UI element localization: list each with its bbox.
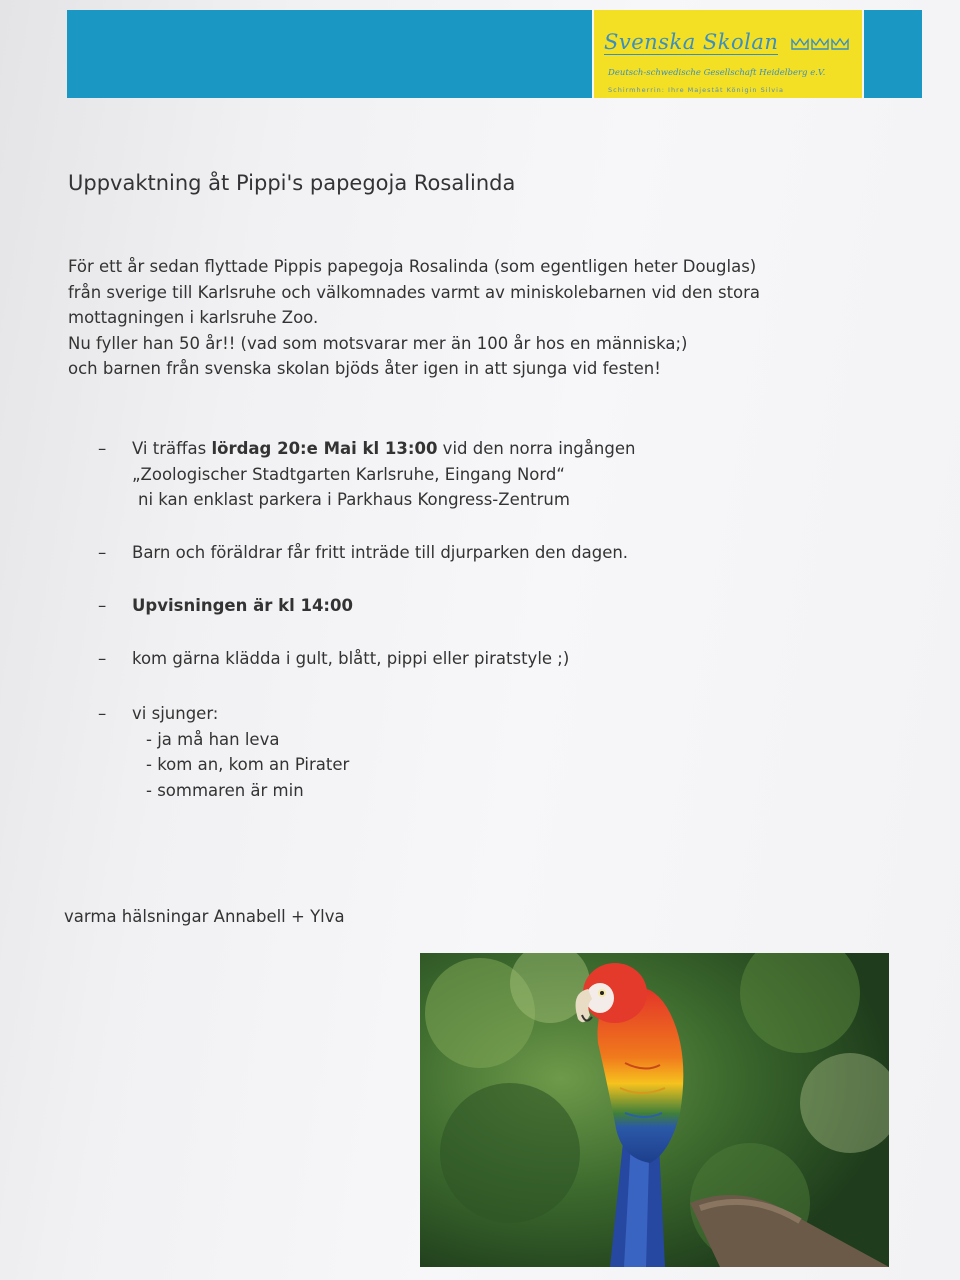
crowns-icon bbox=[790, 36, 852, 52]
meeting-date: lördag 20:e Mai kl 13:00 bbox=[211, 439, 438, 458]
intro-line: Nu fyller han 50 år!! (vad som motsvarar mer än 100 år hos en människa;) bbox=[68, 333, 688, 353]
bullet-dash: – bbox=[98, 596, 107, 615]
bullet-dash: – bbox=[98, 439, 107, 458]
entry-text: Barn och föräldrar får fritt inträde till djurparken den dagen. bbox=[132, 543, 629, 562]
song-item: - sommaren är min bbox=[146, 780, 304, 800]
intro-paragraph bbox=[68, 254, 888, 382]
dress-text: kom gärna klädda i gult, blått, pippi eller piratstyle ;) bbox=[132, 649, 570, 668]
bullet-dash: – bbox=[98, 543, 107, 562]
page-title: Uppvaktning åt Pippi's papegoja Rosalinda bbox=[68, 171, 516, 195]
show-text: Upvisningen är kl 14:00 bbox=[132, 596, 353, 615]
meeting-prefix: Vi träffas bbox=[132, 439, 212, 458]
parrot-photo bbox=[420, 953, 889, 1267]
bullet-dash: – bbox=[98, 704, 107, 723]
header-banner-left bbox=[67, 10, 592, 98]
song-item: - ja må han leva bbox=[146, 729, 280, 749]
intro-line: och barnen från svenska skolan bjöds åter igen in att sjunga vid festen! bbox=[68, 359, 661, 378]
bullet-dash: – bbox=[98, 649, 107, 668]
header-banner-right bbox=[864, 10, 922, 98]
song-item: - kom an, kom an Pirater bbox=[146, 755, 350, 774]
school-logo bbox=[594, 10, 862, 98]
logo-patron: Schirmherrin: Ihre Majestät Königin Silvia bbox=[608, 86, 784, 94]
songs-label: vi sjunger: bbox=[132, 704, 219, 723]
logo-name: Svenska Skolan bbox=[604, 30, 779, 54]
meeting-parking: ni kan enklast parkera i Parkhaus Kongress-Zentrum bbox=[138, 490, 570, 509]
meeting-suffix: vid den norra ingången bbox=[437, 439, 636, 458]
greeting: varma hälsningar Annabell + Ylva bbox=[64, 907, 345, 926]
intro-line: från sverige till Karlsruhe och välkomnades varmt av miniskolebarnen vid den stora bbox=[68, 282, 761, 302]
intro-line: mottagningen i karlsruhe Zoo. bbox=[68, 308, 319, 327]
logo-subtitle: Deutsch-schwedische Gesellschaft Heidelberg e.V. bbox=[608, 68, 826, 78]
meeting-location: „Zoologischer Stadtgarten Karlsruhe, Eingang Nord“ bbox=[132, 464, 565, 484]
intro-line: För ett år sedan flyttade Pippis papegoja Rosalinda (som egentligen heter Douglas) bbox=[68, 257, 757, 276]
